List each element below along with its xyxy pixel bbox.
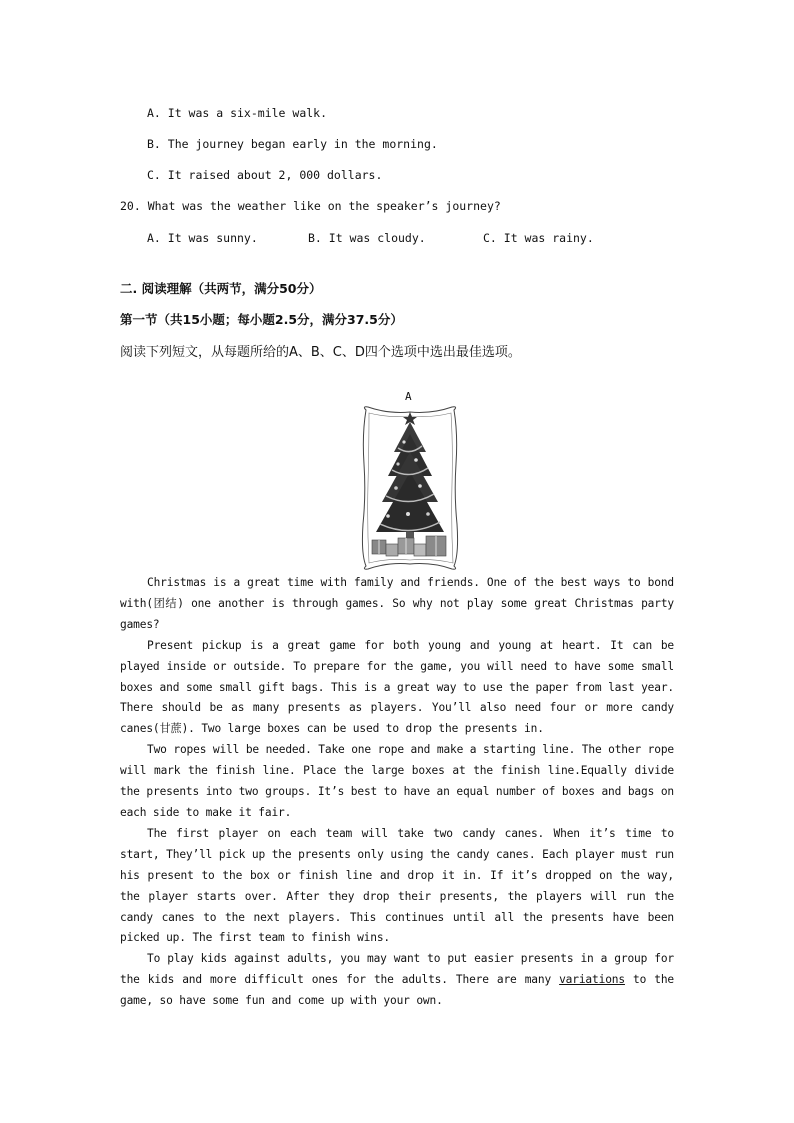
option-a: A. It was a six-mile walk. xyxy=(147,106,328,120)
paragraph: Present pickup is a great game for both young and young at heart. It can be played inside or outside. To prepare for the game, you will need to have some small boxes and some small gift bags. This is a great way to use the paper from last year. There should be as many presents as players. You’ll also need four or more candy canes(甘蔗). Two large boxes can be used to drop the presents in. xyxy=(120,638,674,736)
option-b: B. The journey began early in the morning. xyxy=(147,137,438,151)
paragraph-text: to the game, so have some fun and come up with your own. xyxy=(120,973,674,1008)
instruction: 阅读下列短文，从每题所给的A、B、C、D四个选项中选出最佳选项。 xyxy=(120,345,521,360)
paragraph-text: To play kids against adults, you may want to put easier presents in a group for the kids and more difficult ones for the adults. There are many xyxy=(120,952,674,987)
section-title: 二. 阅读理解（共两节，满分50分） xyxy=(120,281,322,296)
option-c: C. It raised about 2, 000 dollars. xyxy=(147,168,383,182)
q20-option-b: B. It was cloudy. xyxy=(308,231,426,245)
christmas-tree-figure xyxy=(358,404,462,572)
q20-option-a: A. It was sunny. xyxy=(147,231,258,245)
passage-text xyxy=(120,573,674,1012)
question-20-stem: 20. What was the weather like on the speaker’s journey? xyxy=(120,199,501,213)
paragraph: Christmas is a great time with family and friends. One of the best ways to bond with(团结) one another is through games. So why not play some great Christmas party games? xyxy=(120,576,674,631)
paragraph: The first player on each team will take two candy canes. When it’s time to start, They’ll pick up the presents only using the candy canes. Each player must run his present to the box or finish line and drop it in. If it’s dropped on the way, the player starts over. After they drop their presents, the players will run the candy canes to the next players. This continues until all the presents have been picked up. The first team to finish wins. xyxy=(120,826,674,945)
q20-option-c: C. It was rainy. xyxy=(483,231,594,245)
part-title: 第一节（共15小题；每小题2.5分，满分37.5分） xyxy=(120,312,403,327)
underlined-word: variations xyxy=(559,973,625,987)
paragraph: Two ropes will be needed. Take one rope and make a starting line. The other rope will mark the finish line. Place the large boxes at the finish line.Equally divide the presents into two groups. It’s best to have an equal number of boxes and bags on each side to make it fair. xyxy=(120,743,674,819)
christmas-tree-icon xyxy=(358,404,462,572)
passage-label: A xyxy=(405,390,412,403)
paragraph xyxy=(120,949,674,1012)
